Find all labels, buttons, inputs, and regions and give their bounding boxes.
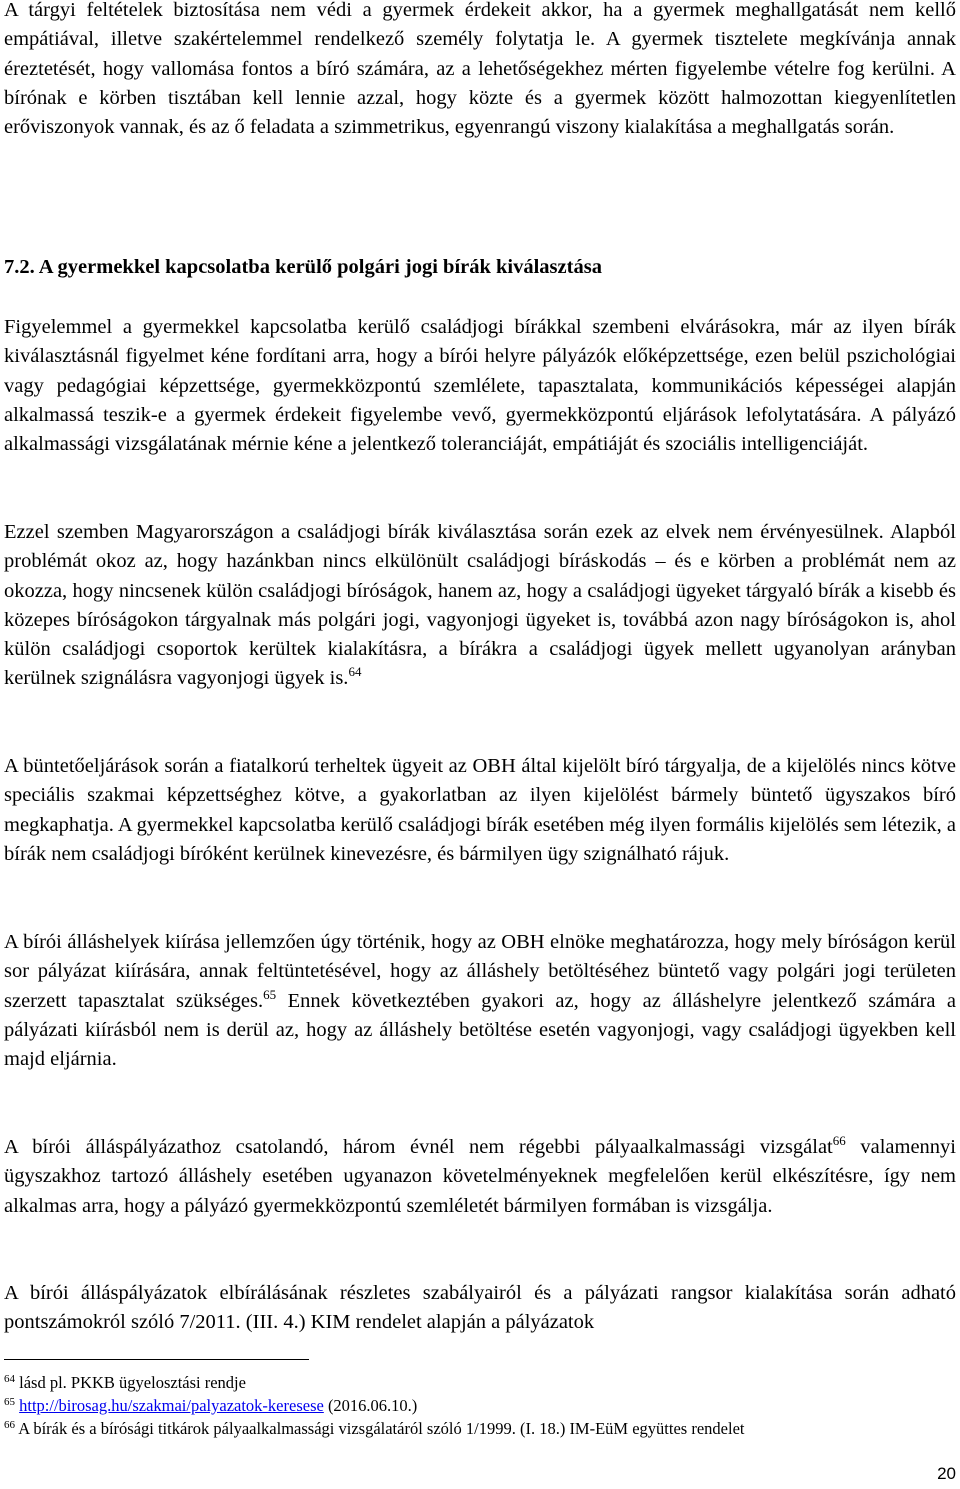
paragraph-1 [4, 0, 956, 142]
paragraph-3 [4, 518, 956, 694]
footnote-number: 64 [4, 1373, 15, 1385]
paragraph-5 [4, 928, 956, 1074]
footnote-text: A bírák és a bírósági titkárok pályaalkalmassági vizsgálatáról szóló 1/1999. (I. 18.) IM-EüM együttes rendelet [15, 1419, 745, 1438]
paragraph-1-text-b: A bírónak e körben tisztában kell lennie azzal, hogy közte és a gyermek között halmozottan kiegyenlítetlen erőviszonyok vannak, és az ő feladata a szimmetrikus, egyenrangú viszony kialakítása a meghallgatás során. [4, 57, 956, 139]
footnote-ref-65[interactable]: 65 [263, 986, 277, 1002]
footnote-65 [4, 1395, 417, 1416]
footnote-ref-66[interactable]: 66 [832, 1133, 846, 1148]
paragraph-1-text-a: A tárgyi feltételek biztosítása nem védi a gyermek érdekeit akkor, ha a gyermek meghallgatását nem kellő empátiával, illetve szakértelemmel rendelkező személy folytatja le. A gyermek tisztelete megkívánja annak éreztetését, hogy vallomása fontos a bíró számára, az a lehetőségekhez mérten figyelembe vételre fog kerülni. [4, 0, 956, 80]
paragraph-6-text-b: valamennyi ügyszakhoz tartozó álláshely esetében ugyanazon követelményeknek megfelelően kerül elkészítésre, így nem alkalmas arra, hogy a pályázó gyermekközpontú szemléletét bármilyen formában is vizsgálja. [4, 1136, 956, 1217]
footnote-text: (2016.06.10.) [323, 1396, 418, 1415]
section-heading: 7.2. A gyermekkel kapcsolatba kerülő polgári jogi bírák kiválasztása [4, 256, 602, 278]
paragraph-2: Figyelemmel a gyermekkel kapcsolatba kerülő családjogi bírákkal szembeni elvárásokra, már az ilyen bírák kiválasztásnál figyelmet kéne fordítani arra, hogy a bírói helyre pályázók előképzettsége, ezen belül pszichológiai vagy pedagógiai képzettsége, gyermekközpontú szemlélete, tapasztalata, kommunikációs képességei alapján alkalmassá teszik-e a gyermek érdekeit figyelembe vevő, gyermekközpontú eljárások lefolytatására. A pályázó alkalmassági vizsgálatának mérnie kéne a jelentkező toleranciáját, empátiáját és szociális intelligenciáját. [4, 316, 956, 456]
footnote-link[interactable]: http://birosag.hu/szakmai/palyazatok-keresese [19, 1396, 324, 1415]
footnote-number: 66 [4, 1419, 15, 1431]
footnote-text: lásd pl. PKKB ügyelosztási rendje [15, 1373, 246, 1392]
footnote-separator [4, 1359, 309, 1360]
paragraph-6 [4, 1133, 956, 1221]
footnote-64 [4, 1372, 246, 1393]
paragraph-5-text-a: A bírói álláshelyek kiírása jellemzően úgy történik, hogy az OBH elnöke meghatározza, hogy mely bíróságon kerül sor pályázat kiírására, annak feltüntetésével, hogy az álláshely betöltéséhez büntető vagy polgári jogi területen szerzett tapasztalat szükséges. [4, 931, 956, 1012]
footnote-ref-64[interactable]: 64 [348, 664, 362, 680]
paragraph-3-text: Ezzel szemben Magyarországon a családjogi bírák kiválasztása során ezek az elvek nem érvényesülnek. Alapból problémát okoz az, hogy hazánkban nincs elkülönült családjogi bíráskodás – és e körben a problémát nem az okozza, hogy nincsenek külön családjogi bíróságok, hanem az, hogy a családjogi ügyeket tárgyaló bírák a kisebb és közepes bíróságokon tárgyalnak más polgári jogi, vagyonjogi ügyeket is, továbbá azon nagy bíróságokon is, ahol külön családjogi csoportok kerültek kialakításra, a bírákra a családjogi ügyek mellett ugyanolyan arányban kerülnek szignálásra vagyonjogi ügyek is. [4, 521, 956, 690]
paragraph-6-text-a: A bírói álláspályázathoz csatolandó, három évnél nem régebbi pályaalkalmassági vizsgálat [4, 1136, 833, 1158]
footnote-number: 65 [4, 1396, 15, 1408]
paragraph-5-text-b: Ennek következtében gyakori az, hogy az álláshelyre jelentkező számára a pályázati kiírásból nem is derül az, hogy az álláshely betöltése esetén vagyonjogi, vagy családjogi ügyekben kell majd eljárnia. [4, 989, 956, 1071]
paragraph-7: A bírói álláspályázatok elbírálásának részletes szabályairól és a pályázati rangsor kialakítása során adható pontszámokról szóló 7/2011. (III. 4.) KIM rendelet alapján a pályázatok [4, 1282, 956, 1334]
footnote-66 [4, 1418, 744, 1439]
page-number: 20 [937, 1464, 956, 1483]
paragraph-4: A büntetőeljárások során a fiatalkorú terheltek ügyeit az OBH által kijelölt bíró tárgyalja, de a kijelölés nincs kötve speciális szakmai képzettséghez kötve, a gyakorlatban az ilyen kijelölést bármely büntető ügyszakos bíró megkaphatja. A gyermekkel kapcsolatba kerülő családjogi bírák esetében még ilyen formális kijelölés sem létezik, a bírák nem családjogi bíróként kerülnek kinevezésre, és bármilyen ügy szignálható rájuk. [4, 755, 956, 865]
